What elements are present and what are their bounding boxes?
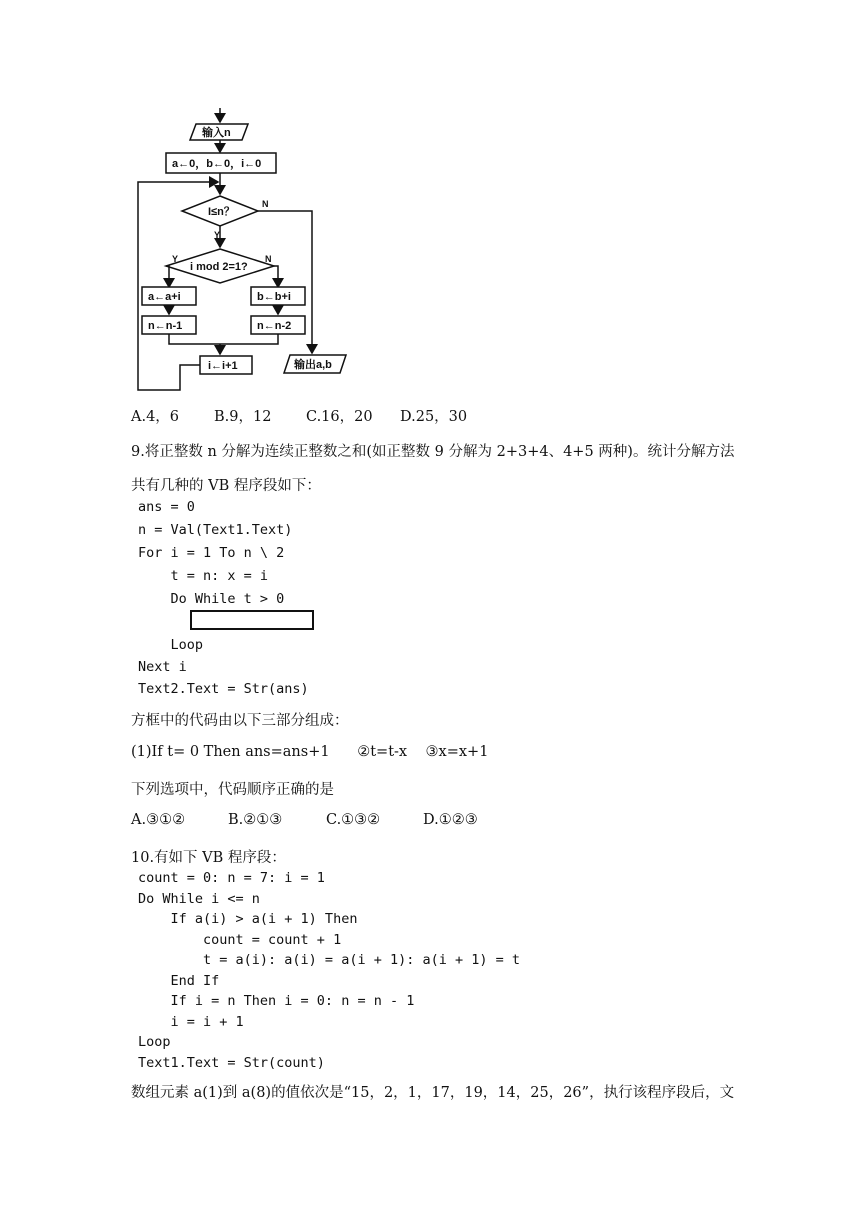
q10-code-line: Loop [138, 1034, 171, 1050]
q10-title: 10.有如下 VB 程序段： [131, 850, 286, 866]
fc-input-label: 输入n [202, 127, 231, 139]
q9-option-b: B.②①③ [228, 812, 283, 828]
q9-option-a: A.③①② [131, 812, 186, 828]
fc-incr-label: i←i+1 [208, 360, 238, 372]
q10-code-line: Do While i <= n [138, 891, 260, 907]
fc-right2-label: n←n-2 [257, 320, 292, 332]
q10-code-line: i = i + 1 [138, 1014, 244, 1030]
q9-code-line: Next i [138, 659, 187, 675]
q9-parts: (1)If t= 0 Then ans=ans+1 ②t=t-x ③x=x+1 [131, 744, 489, 760]
q9-code-line: ans = 0 [138, 499, 195, 515]
fc-left2-label: n←n-1 [148, 320, 183, 332]
q9-line2: 共有几种的 VB 程序段如下： [131, 478, 321, 494]
q9-code-line: For i = 1 To n \ 2 [138, 545, 285, 561]
fc-cond1-label: I≤n？ [208, 206, 235, 218]
code-blank-box [190, 610, 314, 630]
fc-cond2-no: N [265, 254, 272, 264]
fc-left1-label: a←a+i [148, 291, 181, 303]
q9-line1: 9.将正整数 n 分解为连续正整数之和(如正整数 9 分解为 2+3+4、4+5 两种)。统计分解方法 [131, 444, 735, 460]
q9-box-desc: 方框中的代码由以下三部分组成： [131, 713, 349, 729]
fc-cond1-no: N [262, 199, 269, 209]
fc-cond2-label: i mod 2=1? [190, 261, 248, 273]
q8-option-c: C.16，20 [306, 409, 373, 425]
q10-code-line: t = a(i): a(i) = a(i + 1): a(i + 1) = t [138, 952, 521, 968]
q10-code-line: If a(i) > a(i + 1) Then [138, 911, 358, 927]
fc-output-label: 输出a,b [294, 359, 332, 371]
fc-right1-label: b←b+i [257, 291, 291, 303]
q10-tail: 数组元素 a(1)到 a(8)的值依次是“15，2，1，17，19，14，25，26”，执行该程序段后，文 [131, 1085, 735, 1101]
q8-option-a: A.4，6 [131, 409, 180, 425]
q10-code-line: Text1.Text = Str(count) [138, 1055, 325, 1071]
q10-code-line: End If [138, 973, 220, 989]
q9-code-line: Do While t > 0 [138, 591, 285, 607]
q9-option-c: C.①③② [326, 812, 381, 828]
fc-cond1-yes: Y [214, 230, 221, 240]
q9-code-line: n = Val(Text1.Text) [138, 522, 293, 538]
q10-code-line: count = 0: n = 7: i = 1 [138, 870, 325, 886]
q10-code-line: count = count + 1 [138, 932, 342, 948]
q9-code-line: Text2.Text = Str(ans) [138, 681, 309, 697]
q8-option-d: D.25，30 [400, 409, 468, 425]
fc-cond2-yes: Y [172, 254, 179, 264]
q9-code-line: t = n: x = i [138, 568, 269, 584]
q9-code-line: Loop [138, 637, 204, 653]
q8-option-b: B.9，12 [214, 409, 272, 425]
q9-question: 下列选项中，代码顺序正确的是 [131, 782, 334, 798]
fc-init-label: a←0，b←0，i←0 [172, 158, 262, 170]
flowchart [120, 104, 380, 396]
q9-option-d: D.①②③ [423, 812, 478, 828]
q10-code-line: If i = n Then i = 0: n = n - 1 [138, 993, 415, 1009]
